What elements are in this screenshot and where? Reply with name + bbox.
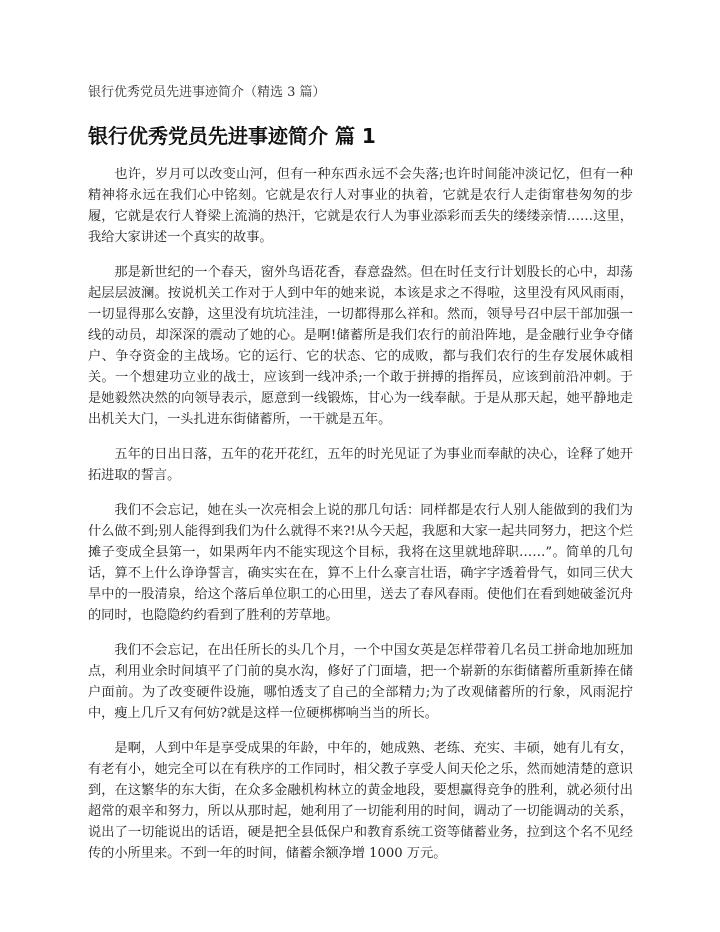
paragraph-5: 我们不会忘记，在出任所长的头几个月，一个中国女英是怎样带着几名员工拼命地加班加点，利用业余时间填平了门前的臭水沟，修好了门面墙，把一个崭新的东街储蓄所重新捧在储户面前。为了改变硬件设施，哪怕透支了自己的全部精力;为了改观储蓄所的行象，风雨泥拧中，瘦上几斤又有何妨?就是这样一位硬梆梆响当当的所长。: [88, 643, 633, 721]
document-subtitle: 银行优秀党员先进事迹简介（精选 3 篇）: [88, 85, 326, 100]
paragraph-1: 也许，岁月可以改变山河，但有一种东西永远不会失落;也许时间能冲淡记忆，但有一种精神将永远在我们心中铭刻。它就是农行人对事业的执着，它就是农行人走街窜巷匆匆的步履，它就是农行人脊梁上流淌的热汗，它就是农行人为事业添彩而丢失的缕缕亲情……这里，我给大家讲述一个真实的故事。: [88, 167, 633, 245]
paragraph-4: 我们不会忘记，她在头一次亮相会上说的那几句话：同样都是农行人别人能做到的我们为什么做不到;别人能得到我们为什么就得不来?!从今天起，我愿和大家一起共同努力，把这个烂摊子变成全县第一，如果两年内不能实现这个目标，我将在这里就地辞职……”。简单的几句话，算不上什么诤诤誓言，确实实在在，算不上什么豪言壮语，确字字透着骨气，如同三伏大旱中的一股清泉，给这个落后单位职工的心田里，送去了春风春雨。使他们在看到她破釜沉舟的同时，也隐隐约约看到了胜利的芳草地。: [88, 503, 633, 623]
paragraph-2: 那是新世纪的一个春天，窗外鸟语花香，春意盎然。但在时任支行计划股长的心中，却荡起层层波澜。按说机关工作对于人到中年的她来说，本该是求之不得啦，这里没有风风雨雨，一切显得那么安静，这里没有坑坑洼洼，一切都得那么祥和。然而，领导号召中层干部加强一线的动员，却深深的震动了她的心。是啊!储蓄所是我们农行的前沿阵地，是金融行业争夺储户、争夺资金的主战场。它的运行、它的状态、它的成败，都与我们农行的生存发展休戚相关。一个想建功立业的战士，应该到一线冲杀;一个敢于拼搏的指挥员，应该到前沿冲刺。于是她毅然决然的向领导表示，愿意到一线锻炼，甘心为一线奉献。于是从那天起，她平静地走出机关大门，一头扎进东街储蓄所，一干就是五年。: [88, 265, 633, 427]
document-page: [88, 84, 633, 878]
paragraph-6: 是啊，人到中年是享受成果的年龄，中年的，她成熟、老练、充实、丰硕，她有儿有女，有老有小，她完全可以在有秩序的工作同时，相父教子享受人间天伦之乐，然而她清楚的意识到，在这繁华的东大街，在众多金融机构林立的黄金地段，要想赢得竞争的胜利，就必须付出超常的艰辛和努力，所以从那时起，她利用了一切能利用的时间，调动了一切能调动的关系，说出了一切能说出的话语，硬是把全县低保户和教育系统工资等储蓄业务，拉到这个名不见经传的小所里来。不到一年的时间，储蓄余额净增 1000 万元。: [88, 741, 633, 861]
section-heading: 银行优秀党员先进事迹简介 篇 1: [88, 124, 376, 148]
paragraph-3: 五年的日出日落，五年的花开花红，五年的时光见证了为事业而奉献的决心，诠释了她开拓进取的誓言。: [88, 447, 633, 483]
